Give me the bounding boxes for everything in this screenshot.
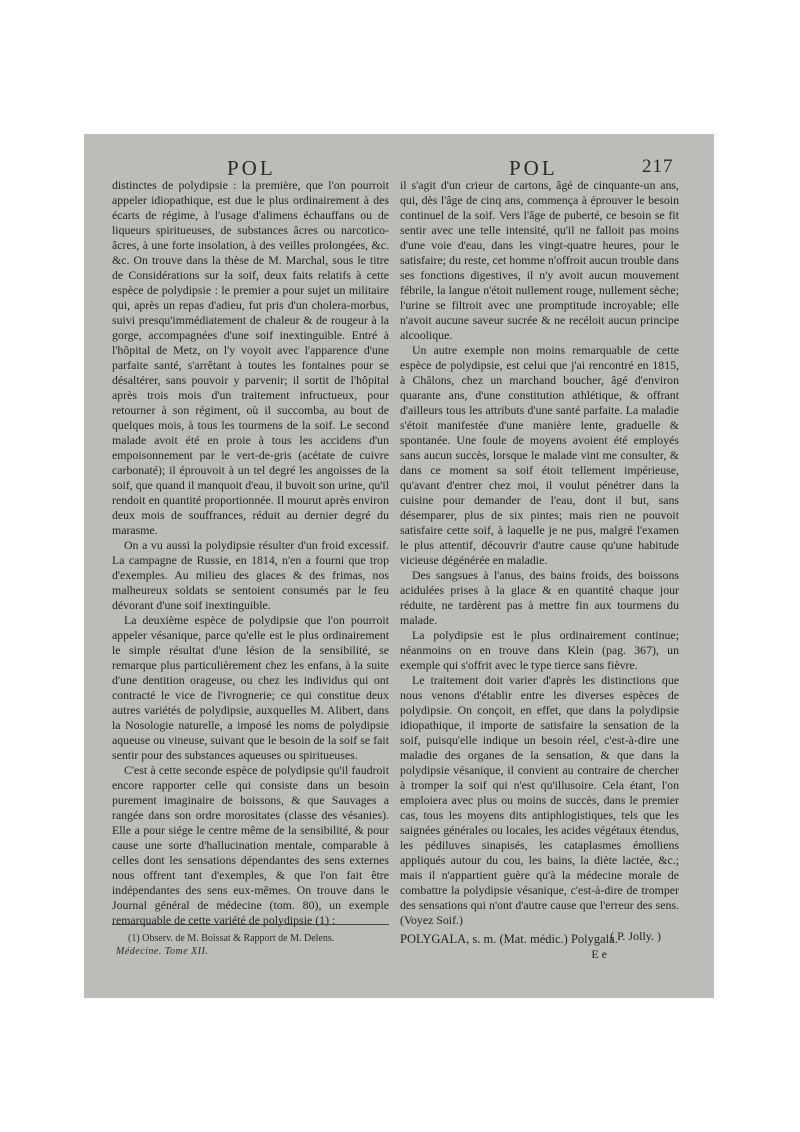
running-head-right: POL [509,156,558,180]
paragraph: il s'agit d'un crieur de cartons, âgé de cinquante-un ans, qui, dès l'âge de cinq ans, commença à éprouver le besoin continuel de la soif. Vers l'âge de puberté, ce besoin se fit sentir avec une telle intensité, qu'il ne falloit pas moins d'une voie d'eau, dans les vingt-quatre heures, pour le satisfaire; du reste, cet homme n'offroit aucun trouble dans ses fonctions digestives, il n'y avoit aucun mouvement fébrile, la langue n'étoit nullement rouge, nullement sèche; l'urine se filtroit avec une promptitude incroyable; elle n'avoit aucune saveur sucrée & ne recéloit aucun principe alcoolique. [400,178,679,342]
paragraph: La polydipsie est le plus ordinairement continue; néanmoins on en trouve dans Klein (pag. 367), un exemple qui s'offrit avec le type tierce sans fièvre. [400,628,679,672]
running-head-left: POL [227,156,276,180]
next-entry-heading: POLYGALA, s. m. (Mat. médic.) Polygala. [400,932,618,946]
footnote-text: (1) Observ. de M. Boissat & Rapport de M. Delens. [128,933,335,944]
paragraph: C'est à cette seconde espèce de polydipsie qu'il faudroit encore rapporter celle qui consiste dans un besoin purement imaginaire de boissons, & que Sauvages a rangée dans son ordre morositates (classe des vésanies). Elle a pour siége le centre même de la sensibilité, & pour cause une sorte d'hallucination mentale, comparable à celles dont les sensations dépendantes des sens externes nous offrent tant d'exemples, & que l'on fait être indépendantes des sens eux-mêmes. On trouve dans le Journal général de médecine (tom. 80), un exemple remarquable de cette variété de polydipsie (1) : [112,763,389,927]
signature-mark: E e [591,947,607,961]
paragraph: Des sangsues à l'anus, des bains froids, des boissons acidulées prises à la glace & en quantité chaque jour réduite, ne tardèrent pas à mettre fin aux tourmens du malade. [400,568,679,627]
scanned-page [84,134,714,998]
footnote-rule [112,924,389,925]
volume-line: Médecine. Tome XII. [116,946,209,957]
paragraph: Le traitement doit varier d'après les distinctions que nous venons d'établir entre les diverses espèces de polydipsie. On conçoit, en effet, que dans la polydipsie idiopathique, il importe de satisfaire la sensation de la soif, puisqu'elle indique un besoin réel, c'est-à-dire une maladie des organes de la sensation, & que dans la polydipsie vésanique, il convient au contraire de chercher à tromper la soif qui n'est qu'illusoire. Cela étant, l'on emploiera avec plus ou moins de succès, dans le premier cas, tous les moyens dits antiphlogistiques, tels que les saignées générales ou locales, les acides végétaux étendus, les pédiluves sinapisés, les cataplasmes émolliens appliqués autour du cou, les bains, la diète lactée, &c.; mais il n'appartient guère qu'à la médecine morale de combattre la polydipsie vésanique, c'est-à-dire de tromper des sensations qui n'ont d'autre cause que l'erreur des sens. (Voyez Soif.) [400,673,679,927]
paragraph: distinctes de polydipsie : la première, que l'on pourroit appeler idiopathique, est due le plus ordinairement à des écarts de régime, à l'usage d'alimens échauffans ou de liqueurs spiritueuses, de substances âcres ou narcotico-âcres, à une forte insolation, à des veilles prolongées, &c. &c. On trouve dans la thèse de M. Marchal, sous le titre de Considérations sur la soif, deux faits relatifs à cette espèce de polydipsie : le premier a pour sujet un militaire qui, après un repas d'adieu, fut pris d'un cholera-morbus, suivi presqu'immédiatement de chaleur & de rougeur à la gorge, accompagnées d'une soif inextinguible. Entré à l'hôpital de Metz, on l'y voyoit avec l'apparence d'une parfaite santé, s'arrêtant à toutes les fontaines pour se désaltérer, sans pouvoir y parvenir; il sortit de l'hôpital après trois mois d'un traitement infructueux, pour retourner à son régiment, où il succomba, au bout de quelques mois, à tous les tourmens de la soif. Le second malade avoit été en proie à tous les accidens d'un empoisonnement par le vert-de-gris (acétate de cuivre carbonaté); il éprouvoit à un tel degré les angoisses de la soif, que quand il manquoit d'eau, il buvoit son urine, qu'il rendoit en quantité proportionnée. Il mourut après environ deux mois de souffrances, réduit au dernier degré du marasme. [112,178,389,537]
paragraph: On a vu aussi la polydipsie résulter d'un froid excessif. La campagne de Russie, en 1814, n'en a fourni que trop d'exemples. Au milieu des glaces & des frimas, nos malheureux soldats se sentoient consumés par le feu dévorant d'une soif inextinguible. [112,538,389,612]
paragraph: La deuxième espèce de polydipsie que l'on pourroit appeler vésanique, parce qu'elle est le plus ordinairement le simple résultat d'une lésion de la sensibilité, se remarque plus particulièrement chez les enfans, à la suite d'une dentition orageuse, ou chez les individus qui ont contracté le vice de l'ivrognerie; ce qui constitue deux autres variétés de polydipsie, auxquelles M. Alibert, dans la Nosologie naturelle, a imposé les noms de polydipsie aqueuse ou vineuse, suivant que le besoin de la soif se fait sentir pour des substances aqueuses ou spiritueuses. [112,613,389,762]
right-column [400,178,679,944]
paragraph: Un autre exemple non moins remarquable de cette espèce de polydipsie, est celui que j'ai rencontré en 1815, à Châlons, chez un marchand boucher, âgé d'environ quarante ans, d'une constitution athlétique, & offrant d'ailleurs tous les attributs d'une santé parfaite. La maladie s'étoit manifestée d'une manière lente, graduelle & spontanée. Une foule de moyens avoient été employés sans aucun succès, lorsque le malade vint me consulter, & dans ce moment sa soif étoit tellement impérieuse, qu'avant d'entrer chez moi, il voulut pénétrer dans la cuisine pour demander de l'eau, dont il but, sans désemparer, plus de six pintes; mais rien ne pouvoit satisfaire cette soif, à laquelle je ne pus, malgré l'examen le plus attentif, découvrir d'autre cause qu'une habitude vicieuse dégénérée en maladie. [400,343,679,567]
page-number: 217 [642,156,674,177]
author-signature: ( P. Jolly. ) [610,929,661,943]
footnote [112,932,389,958]
left-column [112,178,389,928]
next-entry-block [400,932,679,962]
